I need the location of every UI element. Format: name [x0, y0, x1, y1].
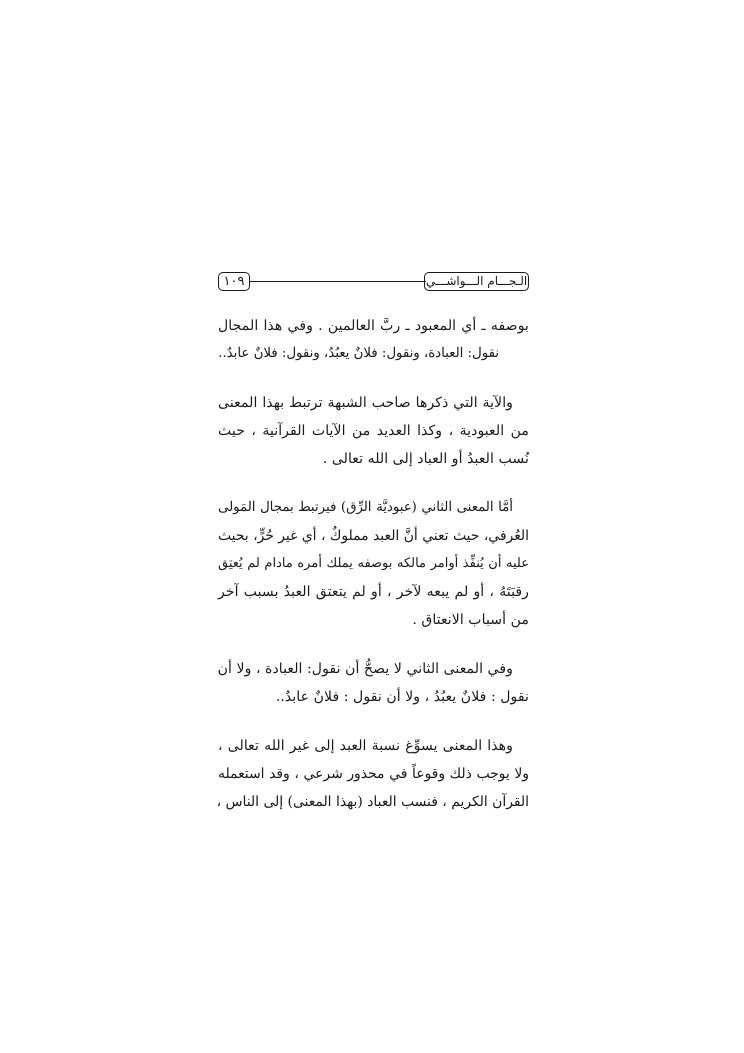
paragraph-1 [218, 312, 529, 368]
header-rule [249, 281, 426, 282]
text-line: القرآن الكريم ، فنسب العباد (بهذا المعنى) إلى الناس ، [216, 794, 529, 810]
page-header [218, 272, 529, 292]
paragraph-5 [218, 732, 529, 816]
text-line: رقبَتَهُ ، أو لم يبعه لآخر ، أو لم يتعتق العبدُ بسبب آخر [218, 584, 529, 600]
paragraph-2 [218, 389, 529, 473]
text-line: وفي المعنى الثاني لا يصحُّ أن نقول: العبادة ، ولا أن [217, 661, 513, 677]
text-line: نقول: العبادة، ونقول: فلانٌ يعبُدُ، ونقول: فلانٌ عابدٌ.. [218, 346, 499, 361]
text-line: نُسب العبدُ أو العباد إلى الله تعالى . [322, 451, 529, 467]
text-line: أمَّا المعنى الثاني (عبوديَّة الرِّق) فيرتبط بمجال المَولى [218, 500, 513, 515]
text-line: وهذا المعنى يسوِّغ نسبة العبد إلى غير الله تعالى ، [218, 738, 513, 754]
paragraph-3 [218, 494, 529, 634]
paragraph-4 [218, 655, 529, 711]
text-line: والآية التي ذكرها صاحب الشبهة ترتبط بهذا المعنى [218, 395, 513, 411]
page-number: ١٠٩ [218, 272, 250, 291]
text-line: العُرفي، حيث تعني أنَّ العبد مملوكٌ ، أي غير حُرٍّ، بحيث [218, 528, 529, 544]
text-line: نقول : فلانٌ يعبُدُ ، ولا أن نقول : فلانٌ عابدٌ.. [275, 689, 529, 705]
running-title: الـجـــام الـــواشـــي [424, 272, 529, 291]
text-line: من العبودية ، وكذا العديد من الآيات القرآنية ، حيث [218, 423, 529, 439]
text-line: من أسباب الانعتاق . [412, 612, 529, 628]
text-line: عليه أن يُنفِّذ أوامر مالكه بوصفه يملك أمره مادام لم يُعتِق [218, 556, 529, 571]
text-line: بوصفه ـ أي المعبود ـ ربَّ العالمين . وفي هذا المجال [218, 318, 529, 334]
text-line: ولا يوجب ذلك وقوعاً في محذور شرعي ، وقد استعمله [218, 766, 529, 782]
page-body [218, 312, 529, 837]
